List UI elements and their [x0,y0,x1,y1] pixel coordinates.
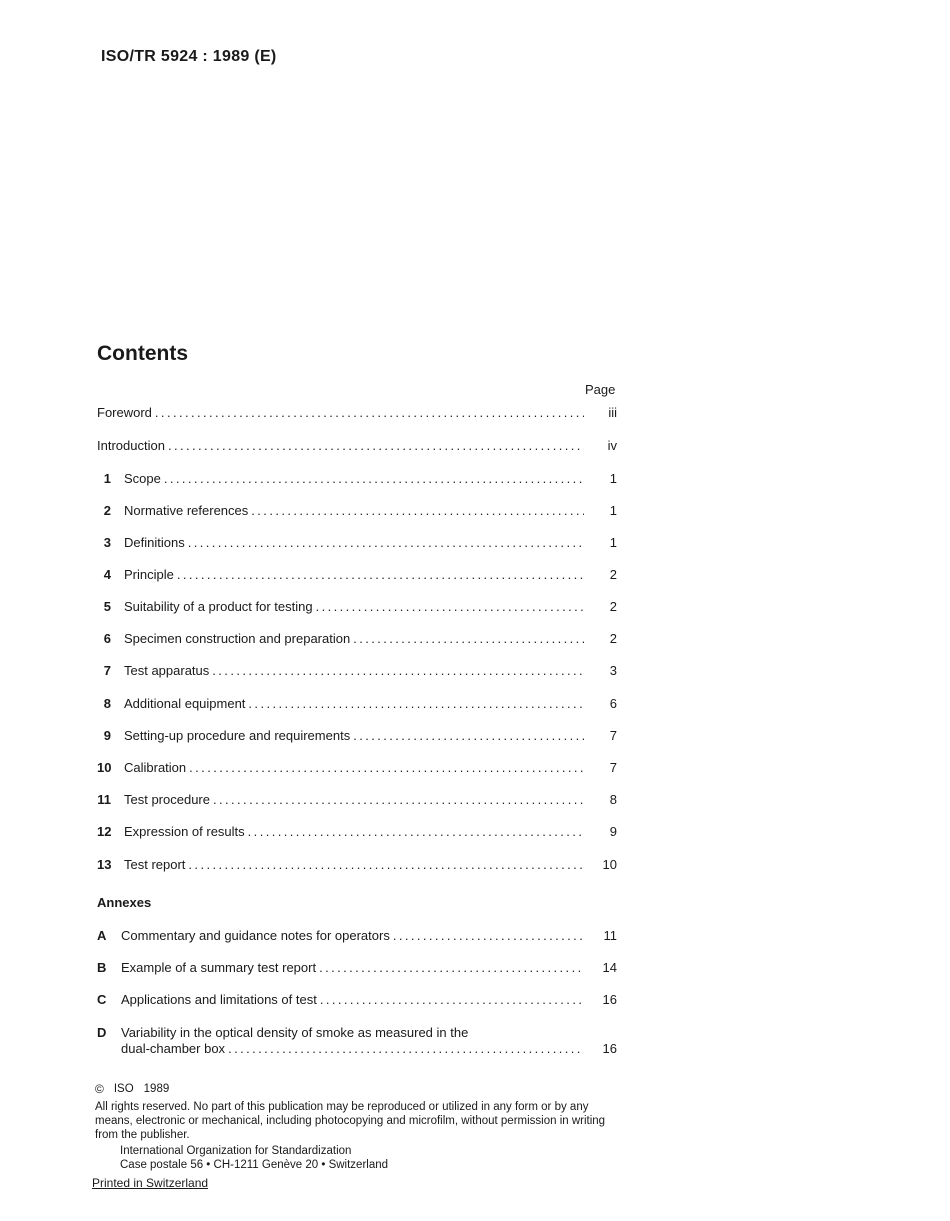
toc-leader-dots [188,856,584,874]
toc-leader-dots [212,662,584,680]
page-column-label: Page [585,382,616,397]
toc-entry-title: Commentary and guidance notes for operators [121,928,390,943]
toc-entry-title-line2: dual-chamber box [121,1041,226,1056]
document-id: ISO/TR 5924 : 1989 (E) [101,48,277,65]
toc-leader-dots [316,598,584,616]
toc-entry-title: Specimen construction and preparation [124,631,351,646]
toc-entry-title: Additional equipment [124,696,246,711]
toc-leader-dots [320,991,584,1009]
toc-entry-annex-a[interactable] [97,927,617,945]
toc-entry-number: 13 [97,857,112,872]
toc-entry-letter: C [97,992,107,1007]
toc-entry-annex-b[interactable] [97,959,617,977]
copyright-line [95,1082,615,1096]
toc-entry-number: 7 [103,663,111,678]
toc-entry-letter: D [97,1025,107,1040]
toc-entry-annex-d[interactable] [97,1040,617,1058]
toc-entry-clause-6[interactable] [97,630,617,648]
toc-entry-clause-3[interactable] [97,534,617,552]
toc-entry-title: Principle [124,567,174,582]
toc-entry-title: Applications and limitations of test [121,992,317,1007]
toc-entry-page: 1 [609,471,617,486]
toc-leader-dots [393,927,584,945]
toc-leader-dots [188,534,584,552]
toc-entry-page: 3 [609,663,617,678]
toc-entry-clause-1[interactable] [97,470,617,488]
toc-entry-page: 2 [609,567,617,582]
toc-leader-dots [189,759,584,777]
toc-entry-page: 16 [602,1041,617,1056]
printed-in: Printed in Switzerland [92,1176,209,1190]
toc-entry-title: Normative references [124,503,249,518]
toc-entry-title: Test procedure [124,792,210,807]
toc-entry-page: 8 [609,792,617,807]
toc-entry-page: 7 [609,760,617,775]
toc-entry-page: 1 [609,535,617,550]
copyright-icon: © [95,1082,104,1096]
toc-entry-page: 7 [609,728,617,743]
toc-entry-page: iii [608,405,617,420]
toc-entry-number: 5 [103,599,111,614]
toc-entry-title: Scope [124,471,161,486]
publisher-address [95,1144,615,1172]
toc-entry-page: 11 [603,928,617,943]
toc-leader-dots [319,959,584,977]
toc-leader-dots [248,823,584,841]
toc-entry-clause-8[interactable] [97,695,617,713]
toc-entry-number: 6 [103,631,111,646]
toc-entry-letter: B [97,960,107,975]
toc-entry-annex-c[interactable] [97,991,617,1009]
toc-entry-clause-4[interactable] [97,566,617,584]
toc-leader-dots [228,1040,584,1058]
toc-entry-page: 2 [609,631,617,646]
copyright-year: 1989 [143,1083,170,1095]
toc-entry-title: Test report [124,857,186,872]
toc-entry-clause-9[interactable] [97,727,617,745]
copyright-org: ISO [113,1083,134,1095]
toc-entry-title: Test apparatus [124,663,210,678]
toc-entry-clause-10[interactable] [97,759,617,777]
toc-leader-dots [353,630,584,648]
toc-entry-title: Suitability of a product for testing [124,599,313,614]
toc-entry-clause-11[interactable] [97,791,617,809]
toc-entry-number: 4 [103,567,111,582]
toc-entry-number: 9 [103,728,111,743]
toc-entry-letter: A [97,928,107,943]
toc-entry-introduction[interactable] [97,437,617,455]
toc-leader-dots [213,791,584,809]
toc-entry-page: 6 [609,696,617,711]
toc-entry-title: Expression of results [124,824,245,839]
toc-entry-number: 12 [97,824,112,839]
toc-entry-title: Definitions [124,535,185,550]
toc-entry-number: 11 [97,792,111,807]
toc-entry-title: Setting-up procedure and requirements [124,728,351,743]
toc-entry-number: 8 [103,696,111,711]
toc-entry-page: 2 [609,599,617,614]
toc-entry-title: Calibration [124,760,187,775]
toc-entry-title: Introduction [97,438,165,453]
toc-entry-number: 1 [103,471,111,486]
org-address: Case postale 56 • CH-1211 Genève 20 • Switzerland [120,1159,389,1171]
toc-leader-dots [251,502,584,520]
toc-entry-title: Foreword [97,405,152,420]
toc-entry-page: 1 [609,503,617,518]
toc-entry-page: 9 [609,824,617,839]
toc-entry-number: 10 [97,760,112,775]
toc-leader-dots [155,404,584,422]
toc-leader-dots [248,695,584,713]
toc-entry-title: Example of a summary test report [121,960,317,975]
toc-leader-dots [164,470,584,488]
annexes-heading: Annexes [97,895,152,910]
toc-leader-dots [353,727,584,745]
toc-entry-number: 2 [103,503,111,518]
toc-entry-page: 16 [602,992,617,1007]
toc-entry-clause-2[interactable] [97,502,617,520]
toc-leader-dots [168,437,584,455]
contents-title: Contents [97,342,188,365]
copyright-block [95,1082,615,1172]
toc-entry-page: iv [607,438,617,453]
rights-statement: All rights reserved. No part of this publication may be reproduced or utilized in any form or by any means, electronic or mechanical, including photocopying and microfilm, without permission in writing from the publisher. [95,1101,606,1141]
toc-entry-foreword[interactable] [97,404,617,422]
toc-entry-number: 3 [103,535,111,550]
toc-leader-dots [177,566,584,584]
toc-entry-clause-12[interactable] [97,823,617,841]
org-name: International Organization for Standardization [120,1145,352,1157]
toc-entry-clause-7[interactable] [97,662,617,680]
toc-entry-clause-13[interactable] [97,856,617,874]
toc-entry-page: 14 [602,960,617,975]
toc-entry-page: 10 [602,857,617,872]
toc-entry-annex-d-title-line1[interactable]: Variability in the optical density of smoke as measured in the [121,1025,469,1040]
toc-entry-clause-5[interactable] [97,598,617,616]
